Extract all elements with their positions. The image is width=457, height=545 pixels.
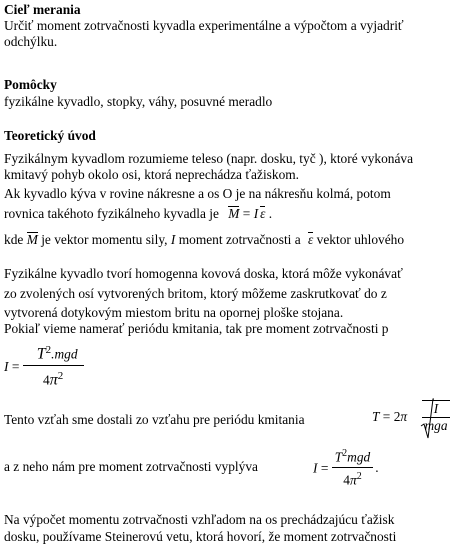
moment-vector-symbol: M [26,232,38,247]
period-formula [372,400,450,434]
derived-relation-text: a z neho nám pre moment zotrvačnosti vyplýva [4,459,258,474]
period-relation-text: Tento vzťah sme dostali zo vzťahu pre periódu kmitania [4,412,305,427]
inertia-formula-2 [313,448,379,489]
sqrt-sign [420,398,434,442]
formula-fraction [23,344,84,390]
theory-p1-line2: kmitavý pohyb okolo osi, ktorá neprechádza ťažiskom. [4,167,300,182]
theory-p5-line1: Na výpočet momentu zotrvačnosti vzhľadom na os prechádzajúcu ťažisk [4,512,395,527]
sqrt-denominator: mga [424,418,448,433]
theory-heading: Teoretický úvod [4,128,96,143]
formula-lhs: I [313,460,318,476]
equation-period: . [265,206,273,221]
formula-lhs: I [4,358,9,374]
theory-p2-line2: zo zvolených osí vytvorených britom, ktorý môžeme zaskrutkovať do z [4,286,387,301]
inertia-symbol: I [253,206,259,221]
aim-text-line1: Určiť moment zotrvačnosti kyvadla experimentálne a výpočtom a vyjadriť [4,18,404,33]
text-segment: moment zotrvačnosti a [175,232,305,247]
formula-equals: = [317,460,332,476]
motion-equation [228,206,272,221]
formula-fraction [332,448,374,489]
theory-p5-line2: dosku, používame Steinerovú vetu, ktorá hovorí, že moment zotrvačnosti [4,529,397,544]
theory-p2-line1: Fyzikálne kyvadlo tvorí homogenna kovová doska, ktorá môže vykonávať [4,266,403,281]
formula-period: . [375,460,379,476]
theory-p1-line1: Fyzikálnym kyvadlom rozumieme teleso (napr. dosku, tyč ), ktoré vykonáva [4,151,414,166]
tools-heading: Pomôcky [4,77,57,92]
theory-p2-line3: vytvorená dotykovým miestom britu na opornej ploške stojana. [4,305,344,320]
epsilon-vector-symbol: ε [308,232,314,247]
equation-intro: rovnica takéhoto fyzikálneho kyvadla je [4,206,219,221]
inertia-formula-1 [4,344,84,390]
epsilon-vector-symbol: ε [260,206,266,221]
sqrt-numerator: I [433,401,439,416]
moment-vector-symbol: M [228,206,240,221]
text-segment: vektor uhlového [313,232,405,247]
theory-p2-line4: Pokiaľ vieme namerať periódu kmitania, tak pre moment zotrvačnosti p [4,321,389,336]
text-segment: je vektor momentu sily, [37,232,171,247]
equals-sign: = [239,206,254,221]
theory-p1-line5 [4,232,404,248]
aim-heading: Cieľ merania [4,2,81,17]
theory-p1-line4 [4,206,272,222]
theory-p1-line3: Ak kyvadlo kýva v rovine nákresne a os O je na nákresňu kolmá, potom [4,186,391,201]
aim-text-line2: odchýlku. [4,34,58,49]
tools-text: fyzikálne kyvadlo, stopky, váhy, posuvné meradlo [4,94,273,109]
period-symbol: T [372,409,380,424]
fraction-numerator: $T^2.mgd$ [36,344,78,363]
fraction-denominator: $4\pi^2$ [23,365,84,389]
kde-word: kde [4,232,24,247]
fraction-denominator: $4\pi^2$ [332,467,374,488]
formula-equals: = [8,358,23,374]
fraction-numerator: $T^2mgd$ [334,448,371,465]
pi-symbol: π [400,409,408,424]
period-equals: = 2 [379,409,401,424]
inertia-symbol: I [170,232,176,247]
